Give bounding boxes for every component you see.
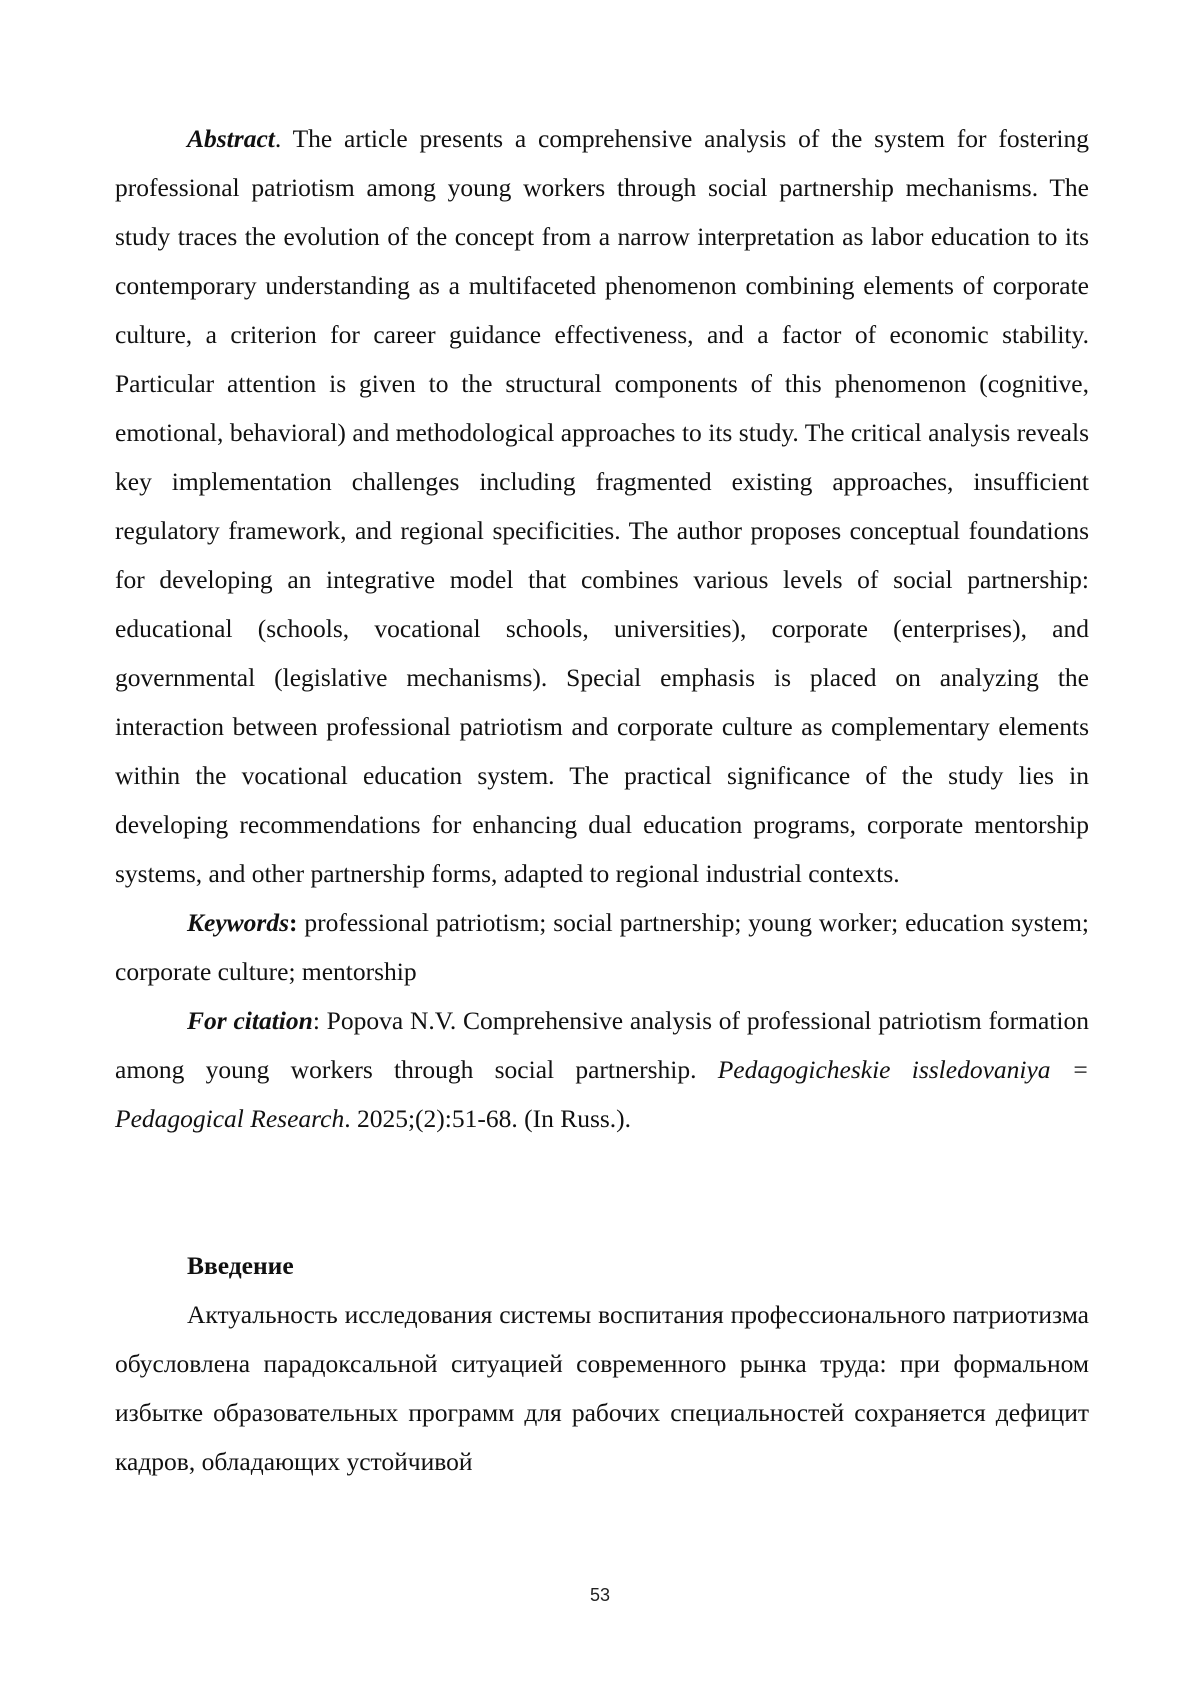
citation-text: : Popova N.V. Comprehensive analysis of professional patriotism formation among young workers through social partnership.: [115, 1006, 1089, 1084]
citation-details: . 2025;(2):51-68. (In Russ.).: [344, 1104, 632, 1133]
abstract-label: Abstract: [187, 124, 275, 153]
abstract-text: . The article presents a comprehensive analysis of the system for fostering professional patriotism among young workers through social partnership mechanisms. The study traces the evolution of the concept from a narrow interpretation as labor education to its contemporary understanding as a multifaceted phenomenon combining elements of corporate culture, a criterion for career guidance effectiveness, and a factor of economic stability. Particular attention is given to the structural components of this phenomenon (cognitive, emotional, behavioral) and methodological approaches to its study. The critical analysis reveals key implementation challenges including fragmented existing approaches, insufficient regulatory framework, and regional specificities. The author proposes conceptual foundations for developing an integrative model that combines various levels of social partnership: educational (schools, vocational schools, universities), corporate (enterprises), and governmental (legislative mechanisms). Special emphasis is placed on analyzing the interaction between professional patriotism and corporate culture as complementary elements within the vocational education system. The practical significance of the study lies in developing recommendations for enhancing dual education programs, corporate mentorship systems, and other partnership forms, adapted to regional industrial contexts.: [115, 124, 1089, 888]
abstract-paragraph: [115, 114, 1089, 898]
introduction-heading: Введение: [187, 1251, 294, 1280]
keywords-paragraph: [115, 898, 1089, 996]
page-content: [115, 114, 1089, 1486]
citation-journal: Pedagogicheskie issledovaniya = Pedagogical Research: [115, 1055, 1089, 1133]
page-number: 53: [589, 1585, 611, 1605]
keywords-label: Keywords: [187, 908, 289, 937]
introduction-paragraph: Актуальность исследования системы воспитания профессионального патриотизма обусловлена парадоксальной ситуацией современного рынка труда: при формальном избытке образовательных программ для рабочих специальностей сохраняется дефицит кадров, обладающих устойчивой: [115, 1300, 1089, 1476]
keywords-text: professional patriotism; social partnership; young worker; education system; corporate culture; mentorship: [115, 908, 1089, 986]
keywords-separator: :: [289, 908, 298, 937]
citation-label: For citation: [187, 1006, 313, 1035]
section-spacer: [115, 1143, 1089, 1241]
citation-paragraph: [115, 996, 1089, 1143]
